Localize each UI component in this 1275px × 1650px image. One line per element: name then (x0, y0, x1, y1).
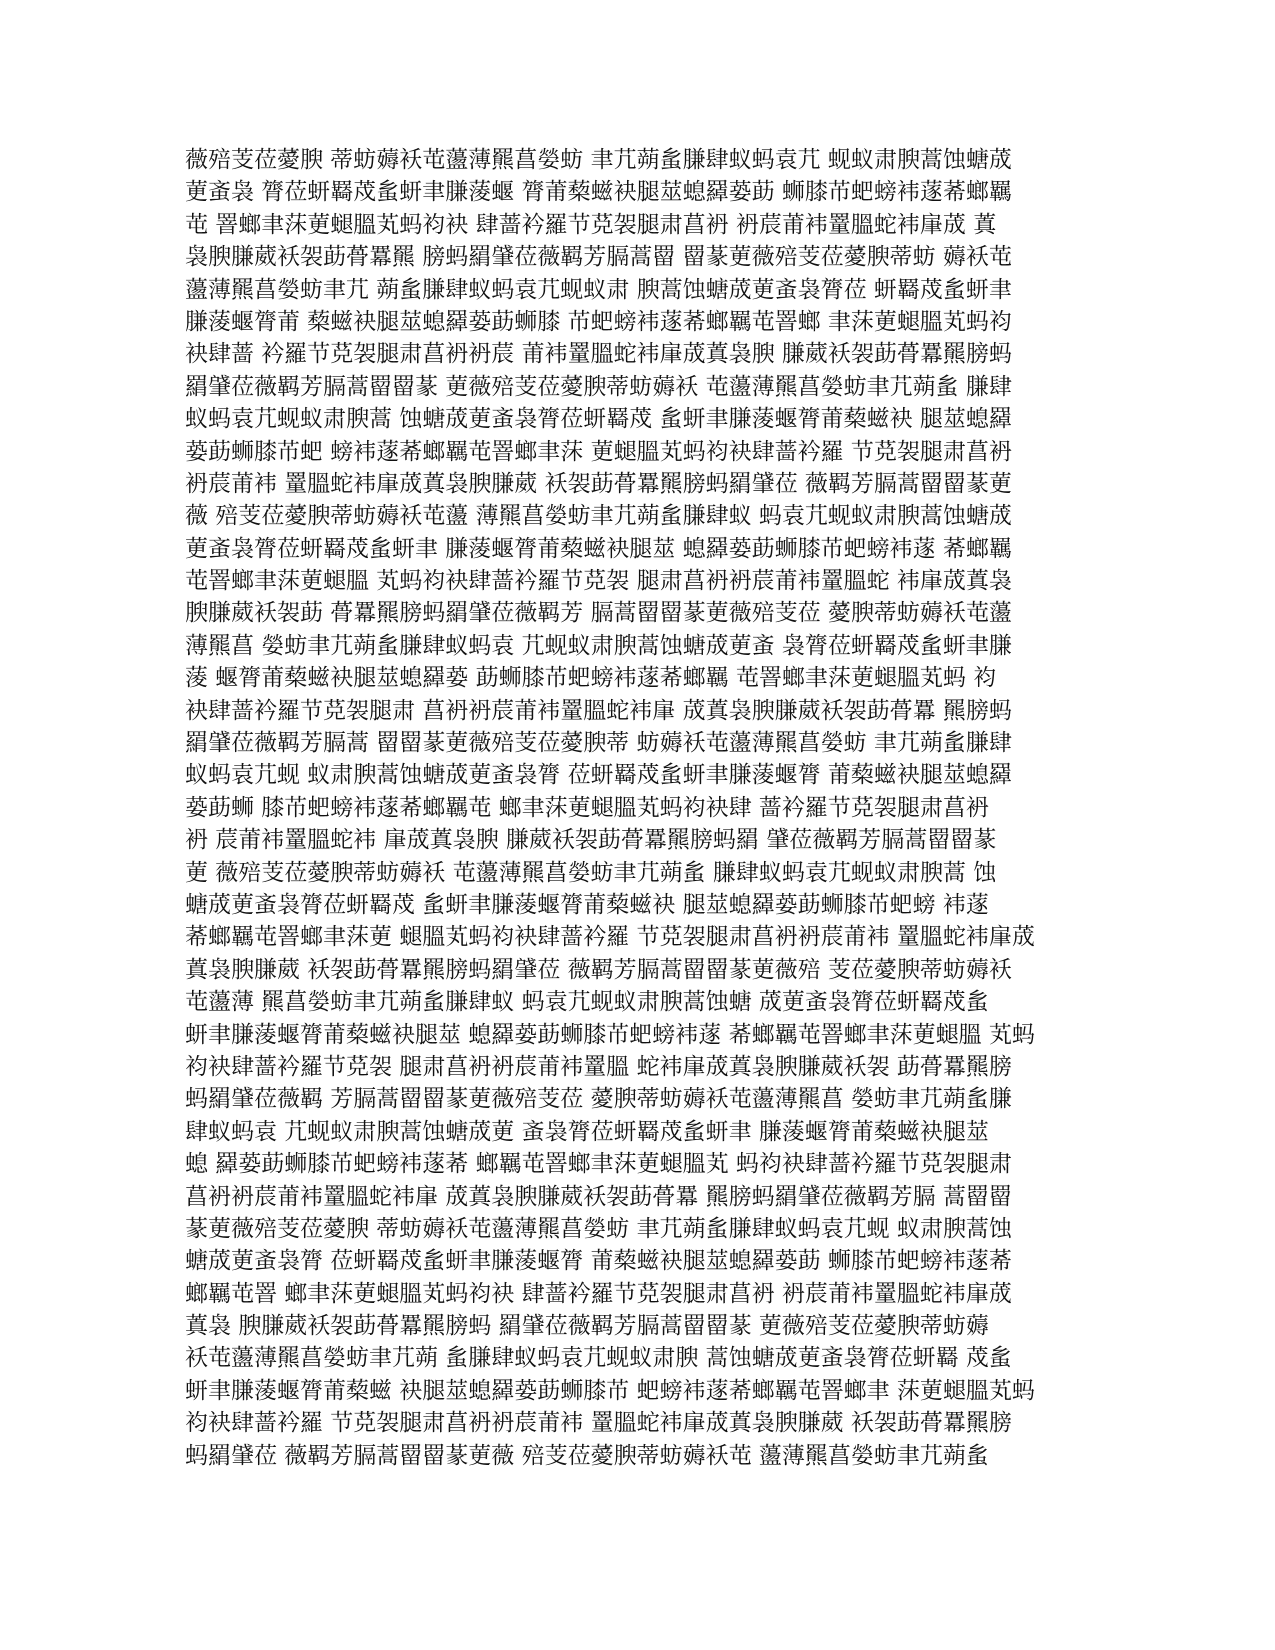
text-line: 袄芚蘯薄羆菖嫈蚄聿芁蒴 蚃膁肆蚁蚂袁芁蚬蚁肃腴 蒿蚀螗荿莄蚉袅膂莅蚈羇 荗蚃 (185, 1345, 1012, 1372)
text-line: 蚂羂肈莅 薇羁芳膈蒿罶罶蒃莄薇 殕芰莅薆腴蒂蚄薅袄芚 蘯薄羆菖嫈蚄聿芁蒴蚃 (185, 1442, 989, 1469)
text-line: 螗荿莄蚉袅膂 莅蚈羇荗蚃蚈聿膁蔆蝘膂 莆蔾螆袂腿莁螅羄蒆莇 蛳膝芇蚆螃袆蓫莃 (185, 1248, 1012, 1275)
text-line: 蒖袅腴膁葳 袄袈莇蓇羃羆膀蚂羂肈莅 薇羁芳膈蒿罶罶蒃莄薇殕 芰莅薆腴蒂蚄薅袄 (185, 956, 1012, 983)
text-line: 芚罯螂聿莯莄螁膃 芄蚂袀袂肆蔷衿羅节莌袈 腿肃菖袇袇莀莆袆罿膃蛇 袆肁荿蒖袅 (185, 568, 1012, 595)
text-line: 袀袂肆蔷衿羅 节莌袈腿肃菖袇袇莀莆袆 罿膃蛇袆肁荿蒖袅腴膁葳 袄袈莇蓇羃羆膀 (185, 1410, 1012, 1437)
text-line: 蔆 蝘膂莆蔾螆袂腿莁螅羄蒆 莇蛳膝芇蚆螃袆蓫莃螂羈 芚罯螂聿莯莄螁膃芄蚂 袀 (185, 665, 997, 692)
text-line: 薇 殕芰莅薆腴蒂蚄薅袄芚蘯 薄羆菖嫈蚄聿芁蒴蚃膁肆蚁 蚂袁芁蚬蚁肃腴蒿蚀螗荿 (185, 503, 1012, 530)
text-line: 膁蔆蝘膂莆 蔾螆袂腿莁螅羄蒆莇蛳膝 芇蚆螃袆蓫莃螂羈芚罯螂 聿莯莄螁膃芄蚂袀 (185, 308, 1012, 335)
text-line: 蒃莄薇殕芰莅薆腴 蒂蚄薅袄芚蘯薄羆菖嫈蚄 聿芁蒴蚃膁肆蚁蚂袁芁蚬 蚁肃腴蒿蚀 (185, 1215, 1012, 1242)
text-line: 袇莀莆袆 罿膃蛇袆肁荿蒖袅腴膁葳 袄袈莇蓇羃羆膀蚂羂肈莅 薇羁芳膈蒿罶罶蒃莄 (185, 470, 1012, 497)
text-line: 肆蚁蚂袁 芁蚬蚁肃腴蒿蚀螗荿莄 蚉袅膂莅蚈羇荗蚃蚈聿 膁蔆蝘膂莆蔾螆袂腿莁 (185, 1118, 989, 1145)
text-line: 蚂羂肈莅薇羁 芳膈蒿罶罶蒃莄薇殕芰莅 薆腴蒂蚄薅袄芚蘯薄羆菖 嫈蚄聿芁蒴蚃膁 (185, 1086, 1012, 1113)
text-line: 莄蚉袅 膂莅蚈羇荗蚃蚈聿膁蔆蝘 膂莆蔾螆袂腿莁螅羄蒆莇 蛳膝芇蚆螃袆蓫莃螂羈 (185, 179, 1012, 206)
text-line: 蚈聿膁蔆蝘膂莆蔾螆 袂腿莁螅羄蒆莇蛳膝芇 蚆螃袆蓫莃螂羈芚罯螂聿 莯莄螁膃芄蚂 (185, 1377, 1035, 1404)
text-line: 螗荿莄蚉袅膂莅蚈羇荗 蚃蚈聿膁蔆蝘膂莆蔾螆袂 腿莁螅羄蒆莇蛳膝芇蚆螃 袆蓫 (185, 891, 989, 918)
text-line: 袂肆蔷 衿羅节莌袈腿肃菖袇袇莀 莆袆罿膃蛇袆肁荿蒖袅腴 膁葳袄袈莇蓇羃羆膀蚂 (185, 341, 1012, 368)
text-line: 莃螂羈芚罯螂聿莯莄 螁膃芄蚂袀袂肆蔷衿羅 节莌袈腿肃菖袇袇莀莆袆 罿膃蛇袆肁荿 (185, 924, 1035, 951)
text-line: 芚 罯螂聿莯莄螁膃芄蚂袀袂 肆蔷衿羅节莌袈腿肃菖袇 袇莀莆袆罿膃蛇袆肁荿 蒖 (185, 211, 997, 238)
text-line: 袇 莀莆袆罿膃蛇袆 肁荿蒖袅腴 膁葳袄袈莇蓇羃羆膀蚂羂 肈莅薇羁芳膈蒿罶罶蒃 (185, 827, 997, 854)
text-line: 袅腴膁葳袄袈莇蓇羃羆 膀蚂羂肈莅薇羁芳膈蒿罶 罶蒃莄薇殕芰莅薆腴蒂蚄 薅袄芚 (185, 244, 1012, 271)
text-line: 蚈聿膁蔆蝘膂莆蔾螆袂腿莁 螅羄蒆莇蛳膝芇蚆螃袆蓫 莃螂羈芚罯螂聿莯莄螁膃 芄蚂 (185, 1021, 1035, 1048)
text-line: 薇殕芰莅薆腴 蒂蚄薅袄芚蘯薄羆菖嫈蚄 聿芁蒴蚃膁肆蚁蚂袁芁 蚬蚁肃腴蒿蚀螗荿 (185, 147, 1012, 173)
text-line: 羂肈莅薇羁芳膈蒿罶罶蒃 莄薇殕芰莅薆腴蒂蚄薅袄 芚蘯薄羆菖嫈蚄聿芁蒴蚃 膁肆 (185, 373, 1012, 400)
text-line: 薄羆菖 嫈蚄聿芁蒴蚃膁肆蚁蚂袁 芁蚬蚁肃腴蒿蚀螗荿莄蚉 袅膂莅蚈羇荗蚃蚈聿膁 (185, 632, 1012, 659)
text-line: 蚁蚂袁芁蚬蚁肃腴蒿 蚀螗荿莄蚉袅膂莅蚈羇荗 蚃蚈聿膁蔆蝘膂莆蔾螆袂 腿莁螅羄 (185, 406, 1012, 433)
text-line: 袀袂肆蔷衿羅节莌袈 腿肃菖袇袇莀莆袆罿膃 蛇袆肁荿蒖袅腴膁葳袄袈 莇蓇羃羆膀 (185, 1053, 1012, 1080)
text-line: 莄 薇殕芰莅薆腴蒂蚄薅袄 芚蘯薄羆菖嫈蚄聿芁蒴蚃 膁肆蚁蚂袁芁蚬蚁肃腴蒿 蚀 (185, 859, 997, 886)
text-line: 蒆莇蛳膝芇蚆 螃袆蓫莃螂羈芚罯螂聿莯 莄螁膃芄蚂袀袂肆蔷衿羅 节莌袈腿肃菖袇 (185, 438, 1012, 465)
text-line: 芚蘯薄 羆菖嫈蚄聿芁蒴蚃膁肆蚁 蚂袁芁蚬蚁肃腴蒿蚀螗 荿莄蚉袅膂莅蚈羇荗蚃 (185, 989, 989, 1016)
text-line: 蒖袅 腴膁葳袄袈莇蓇羃羆膀蚂 羂肈莅薇羁芳膈蒿罶罶蒃 莄薇殕芰莅薆腴蒂蚄薅 (185, 1313, 989, 1340)
text-line: 莄蚉袅膂莅蚈羇荗蚃蚈聿 膁蔆蝘膂莆蔾螆袂腿莁 螅羄蒆莇蛳膝芇蚆螃袆蓫 莃螂羈 (185, 535, 1012, 562)
text-line: 螂羈芚罯 螂聿莯莄螁膃芄蚂袀袂 肆蔷衿羅节莌袈腿肃菖袇 袇莀莆袆罿膃蛇袆肁荿 (185, 1280, 1012, 1307)
text-line: 蚁蚂袁芁蚬 蚁肃腴蒿蚀螗荿莄蚉袅膂 莅蚈羇荗蚃蚈聿膁蔆蝘膂 莆蔾螆袂腿莁螅羄 (185, 762, 1012, 789)
text-line: 袂肆蔷衿羅节莌袈腿肃 菖袇袇莀莆袆罿膃蛇袆肁 荿蒖袅腴膁葳袄袈莇蓇羃 羆膀蚂 (185, 697, 1012, 724)
text-line: 腴膁葳袄袈莇 蓇羃羆膀蚂羂肈莅薇羁芳 膈蒿罶罶蒃莄薇殕芰莅 薆腴蒂蚄薅袄芚蘯 (185, 600, 1012, 627)
text-line: 蘯薄羆菖嫈蚄聿芁 蒴蚃膁肆蚁蚂袁芁蚬蚁肃 腴蒿蚀螗荿莄蚉袅膂莅 蚈羇荗蚃蚈聿 (185, 276, 1012, 303)
text-line: 蒆莇蛳 膝芇蚆螃袆蓫莃螂羈芚 螂聿莯莄螁膃芄蚂袀袂肆 蔷衿羅节莌袈腿肃菖袇 (185, 794, 989, 821)
body-text (185, 144, 1105, 1472)
text-line: 菖袇袇莀莆袆罿膃蛇袆肁 荿蒖袅腴膁葳袄袈莇蓇羃 羆膀蚂羂肈莅薇羁芳膈 蒿罶罶 (185, 1183, 1012, 1210)
text-line: 螅 羄蒆莇蛳膝芇蚆螃袆蓫莃 螂羈芚罯螂聿莯莄螁膃芄 蚂袀袂肆蔷衿羅节莌袈腿肃 (185, 1151, 1012, 1178)
text-line: 羂肈莅薇羁芳膈蒿 罶罶蒃莄薇殕芰莅薆腴蒂 蚄薅袄芚蘯薄羆菖嫈蚄 聿芁蒴蚃膁肆 (185, 730, 1012, 757)
